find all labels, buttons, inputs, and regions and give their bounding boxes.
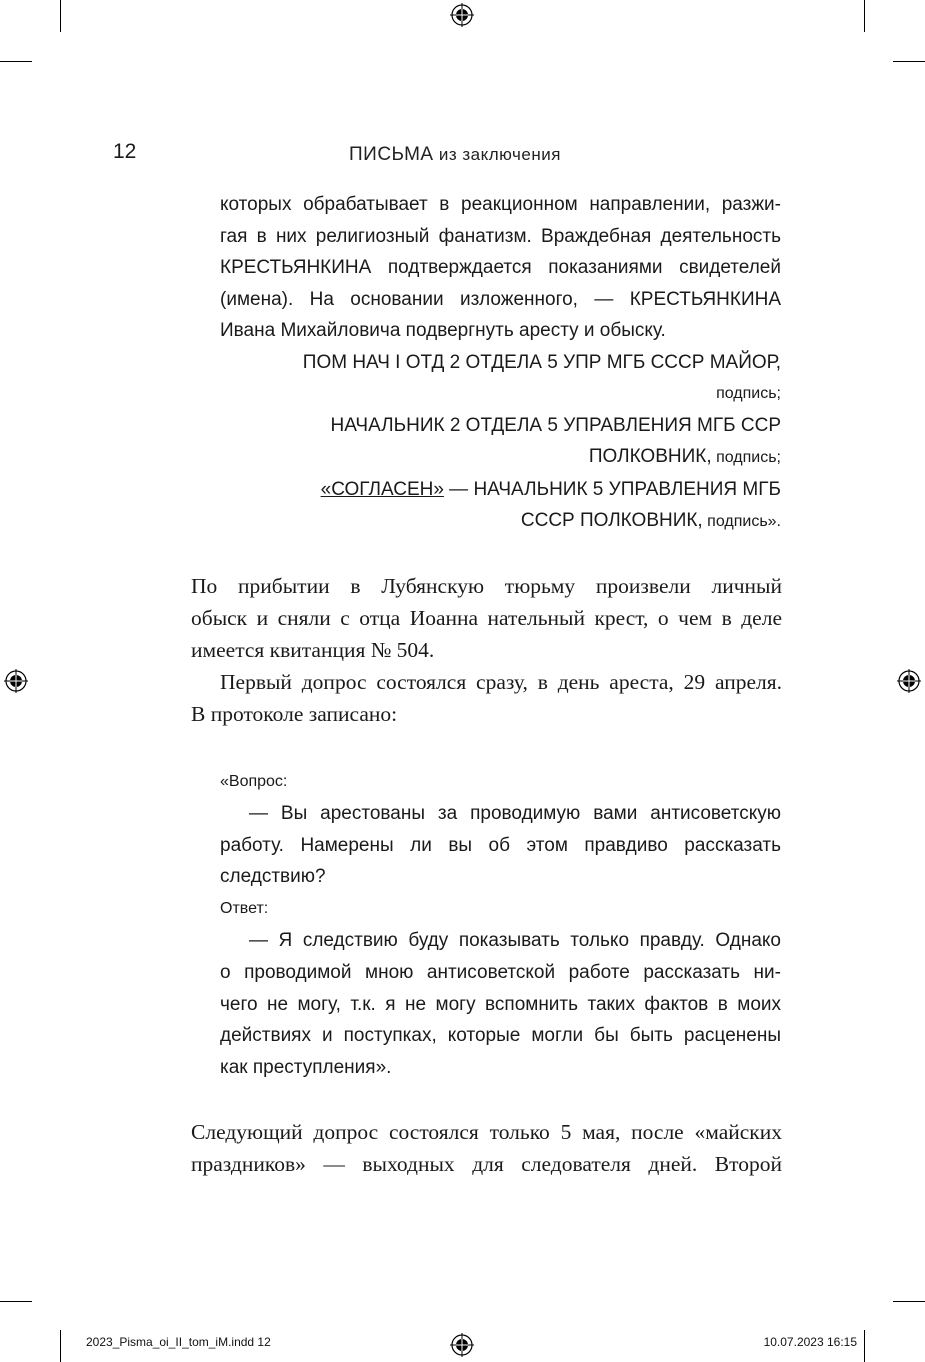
question-line: работу. Намерены ли вы об этом правдиво рассказать xyxy=(220,834,781,856)
question-line: — Вы арестованы за проводимую вами антисоветскую xyxy=(249,802,781,824)
running-title xyxy=(349,144,561,166)
document-line: которых обрабатывает в реакционном направлении, разжи- xyxy=(220,194,781,215)
answer-line: действиях и поступках, которые могли бы быть расценены xyxy=(220,1025,781,1047)
signature-1-sign: подпись; xyxy=(716,385,781,402)
question-label: «Вопрос: xyxy=(220,773,288,790)
registration-mark-icon xyxy=(450,1333,474,1357)
narrative-line: имеется квитанция № 504. xyxy=(191,638,435,662)
narrative-line: Первый допрос состоялся сразу, в день ареста, 29 апреля. xyxy=(220,670,782,694)
narrative-line: обыск и сняли с отца Иоанна нательный крест, о чем в деле xyxy=(191,606,782,630)
crop-mark xyxy=(864,1330,865,1362)
answer-line: как преступления». xyxy=(220,1057,392,1079)
question-line: следствию? xyxy=(220,866,326,888)
document-excerpt xyxy=(220,189,781,538)
interrogation-protocol xyxy=(220,766,781,1084)
running-title-rest: из заключения xyxy=(433,145,561,164)
signature-3-line xyxy=(220,474,781,506)
crop-mark xyxy=(60,0,61,32)
signature-3-agreed: «СОГЛАСЕН» xyxy=(320,478,444,500)
crop-mark xyxy=(60,1330,61,1362)
narrative-paragraph-2 xyxy=(191,1116,782,1180)
answer-line: чего не могу, т.к. я не могу вспомнить таких фактов в моих xyxy=(220,993,781,1015)
document-line: гая в них религиозный фанатизм. Враждебная деятельность xyxy=(220,225,781,247)
narrative-line: В протоколе записано: xyxy=(191,702,398,726)
document-line: Ивана Михайловича подвергнуть аресту и обыску. xyxy=(220,320,666,341)
crop-mark xyxy=(893,61,925,62)
signature-3-title: — НАЧАЛЬНИК 5 УПРАВЛЕНИЯ МГБ xyxy=(443,478,781,500)
registration-mark-icon xyxy=(897,669,921,693)
page-number: 12 xyxy=(113,140,137,163)
crop-mark xyxy=(864,0,865,32)
crop-mark xyxy=(893,1301,925,1302)
registration-mark-icon xyxy=(4,669,28,693)
signature-2-title: НАЧАЛЬНИК 2 ОТДЕЛА 5 УПРАВЛЕНИЯ МГБ ССР xyxy=(330,414,781,436)
answer-label: Ответ: xyxy=(220,900,269,918)
narrative-line: По прибытии в Лубянскую тюрьму произвели личный xyxy=(191,574,782,598)
signature-2-sign: подпись; xyxy=(711,449,781,466)
answer-line: о проводимой мною антисоветской работе рассказать ни- xyxy=(220,961,781,983)
registration-mark-icon xyxy=(450,3,474,27)
answer-line: — Я следствию буду показывать только правду. Однако xyxy=(249,929,781,951)
signature-2-line xyxy=(220,441,781,474)
running-title-caps: ПИСЬМА xyxy=(349,144,434,165)
signature-3-rank: СССР ПОЛКОВНИК, xyxy=(520,510,703,531)
narrative-line: праздников» — выходных для следователя дней. Второй xyxy=(191,1152,782,1176)
crop-mark xyxy=(0,1301,32,1302)
slug-timestamp: 10.07.2023 16:15 xyxy=(763,1335,857,1349)
signature-3-sign: подпись». xyxy=(702,513,781,530)
document-line: (имена). На основании изложенного, — КРЕСТЬЯНКИНА xyxy=(220,288,781,310)
narrative-paragraph-1 xyxy=(191,570,782,730)
crop-mark xyxy=(0,61,32,62)
signature-3-line-2 xyxy=(220,505,781,538)
document-line: КРЕСТЬЯНКИНА подтверждается показаниями свидетелей xyxy=(220,257,781,278)
signature-2-rank: ПОЛКОВНИК, xyxy=(588,446,712,467)
slug-file-name: 2023_Pisma_oi_II_tom_iM.indd 12 xyxy=(86,1335,271,1349)
signature-1-title: ПОМ НАЧ I ОТД 2 ОТДЕЛА 5 УПР МГБ СССР МАЙОР, xyxy=(302,351,781,373)
narrative-line: Следующий допрос состоялся только 5 мая, после «майских xyxy=(191,1120,782,1144)
